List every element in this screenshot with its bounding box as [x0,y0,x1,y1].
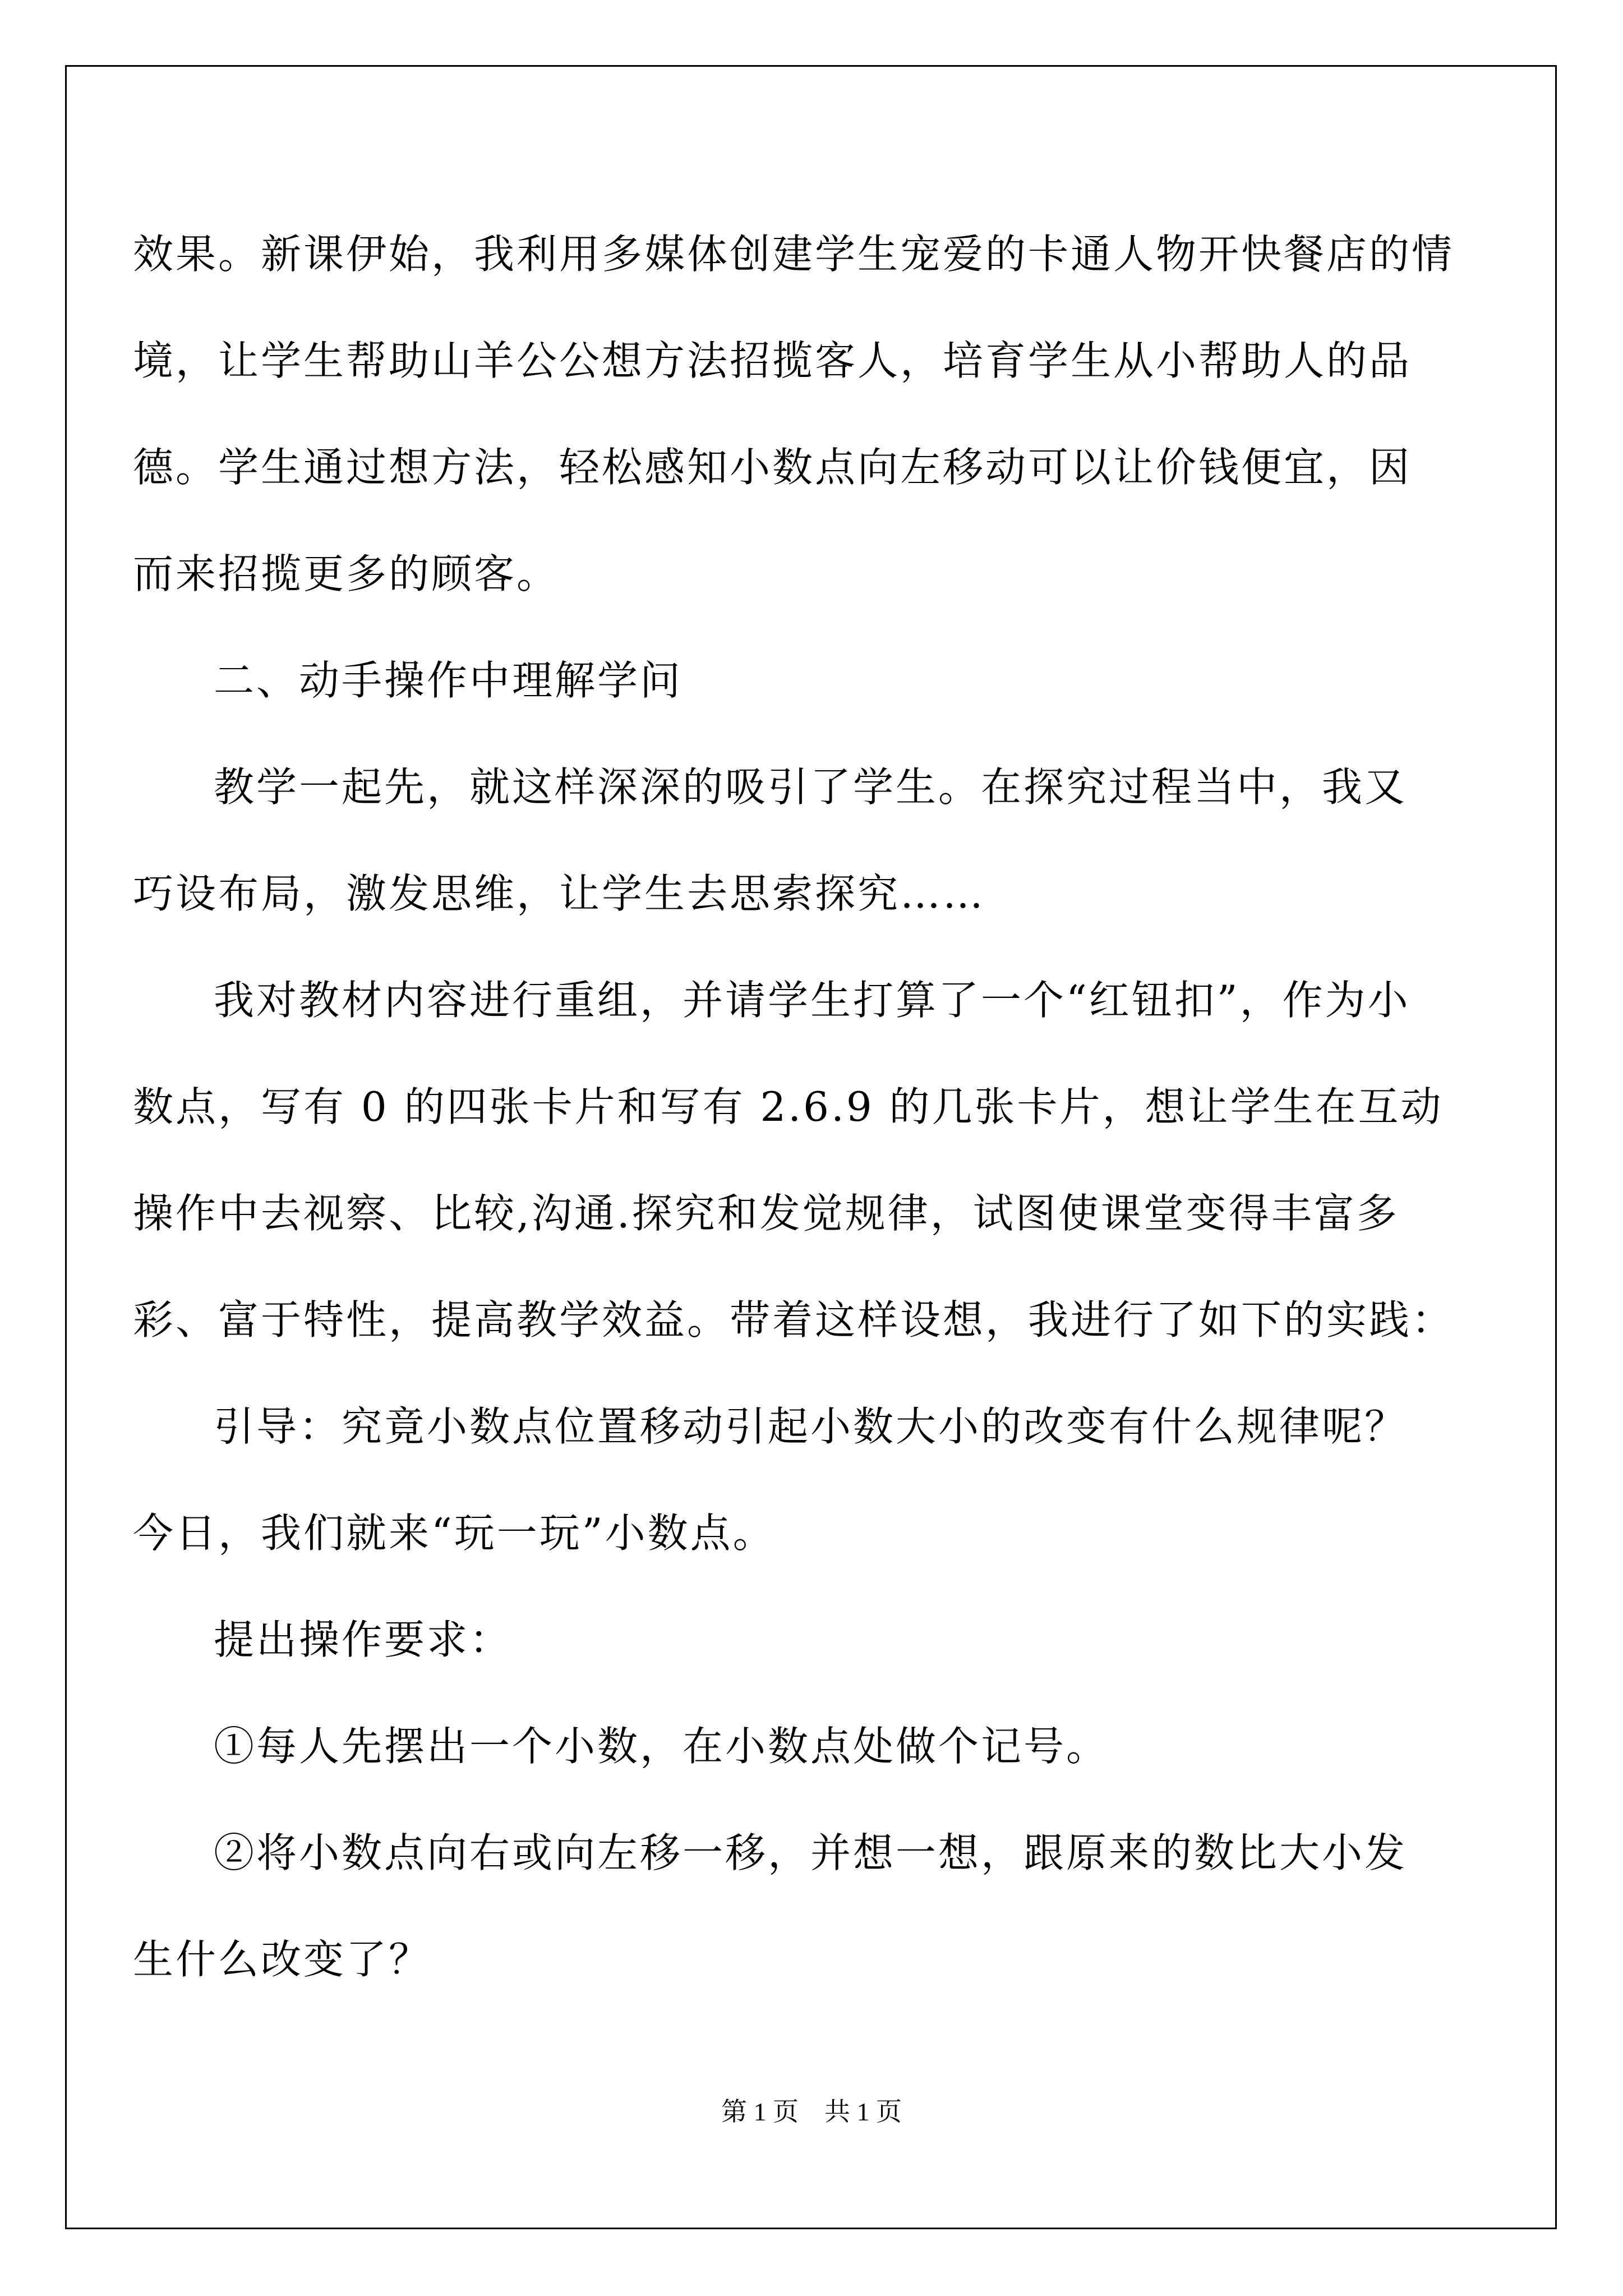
text-line: 今日，我们就来“玩一玩”小数点。 [133,1510,776,1557]
text-line: 提出操作要求： [214,1616,513,1663]
text-line: 效果。新课伊始，我利用多媒体创建学生宠爱的卡通人物开快餐店的情 [133,231,1455,278]
text-line: 操作中去视察、比较,沟通.探究和发觉规律，试图使课堂变得丰富多 [133,1190,1399,1237]
text-line: 我对教材内容进行重组，并请学生打算了一个“红钮扣”，作为小 [214,977,1410,1024]
text-line: 生什么改变了？ [133,1936,432,1983]
list-item: ①每人先摆出一个小数，在小数点处做个记号。 [214,1723,1109,1770]
text-line: 而来招揽更多的顾客。 [133,550,560,597]
section-heading: 二、动手操作中理解学问 [214,657,683,704]
text-line: 巧设布局，激发思维，让学生去思索探究…… [133,870,986,917]
text-line: 数点，写有 0 的四张卡片和写有 2.6.9 的几张卡片，想让学生在互动 [133,1083,1444,1130]
list-item: ②将小数点向右或向左移一移，并想一想，跟原来的数比大小发 [214,1829,1408,1876]
page-footer: 第 1 页 共 1 页 [721,2097,902,2126]
text-line: 教学一起先，就这样深深的吸引了学生。在探究过程当中，我又 [214,763,1408,811]
text-line: 引导：究竟小数点位置移动引起小数大小的改变有什么规律呢？ [214,1403,1408,1450]
text-line: 境，让学生帮助山羊公公想方法招揽客人，培育学生从小帮助人的品 [133,337,1412,384]
text-line: 彩、富于特性，提高教学效益。带着这样设想，我进行了如下的实践： [133,1296,1455,1343]
text-line: 德。学生通过想方法，轻松感知小数点向左移动可以让价钱便宜，因 [133,444,1412,491]
